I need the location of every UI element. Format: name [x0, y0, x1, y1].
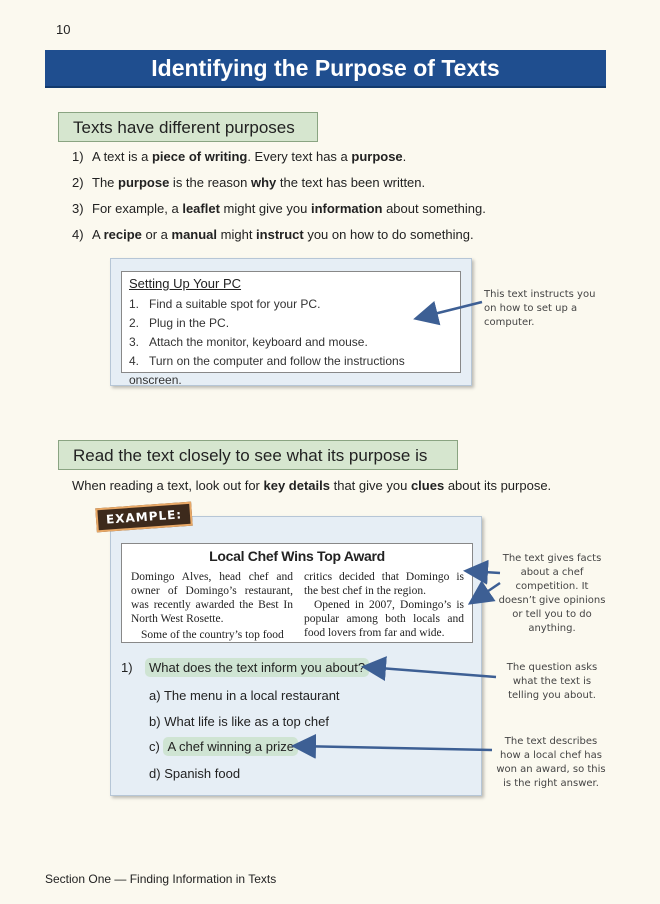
- question-highlight: What does the text inform you about?: [145, 658, 369, 677]
- bold-text: instruct: [256, 227, 304, 242]
- bold-text: leaflet: [182, 201, 220, 216]
- bold-text: purpose: [351, 149, 403, 164]
- bold-text: recipe: [103, 227, 142, 242]
- answer-option: a) The menu in a local restaurant: [149, 688, 340, 703]
- example-label: EXAMPLE:: [95, 502, 193, 533]
- bold-text: manual: [171, 227, 218, 242]
- text-run: A text is a: [92, 149, 152, 164]
- annotation-facts: The text gives facts about a chef competition. It doesn’t give opinions or tell you to do anything.: [498, 553, 606, 634]
- pc-step: 4. Turn on the computer and follow the instructions onscreen.: [129, 354, 405, 387]
- pc-step: 1. Find a suitable spot for your PC.: [129, 297, 321, 311]
- pc-step: 3. Attach the monitor, keyboard and mouse.: [129, 335, 368, 349]
- text-run: For example, a: [92, 201, 183, 216]
- answer-option-correct: c) A chef winning a prize: [149, 739, 298, 754]
- section-heading-read-closely: Read the text closely to see what its purpose is: [58, 440, 458, 470]
- text-run: . Every text has a: [247, 149, 352, 164]
- bold-text: why: [250, 175, 277, 190]
- text-run: is the reason: [169, 175, 251, 190]
- arrow-facts-1: [468, 571, 500, 573]
- article-headline: Local Chef Wins Top Award: [209, 548, 385, 564]
- text-run: When reading a text, look out for: [72, 478, 264, 493]
- text-run: about something.: [382, 201, 486, 216]
- bold-text: piece of writing: [151, 149, 248, 164]
- arrow-answer: [296, 746, 492, 750]
- bold-text: clues: [410, 478, 445, 493]
- pc-step: 2. Plug in the PC.: [129, 316, 230, 330]
- article-column-1: Domingo Alves, head chef and owner of Domingo’s restaurant, was recently awarded the Best In North West Rosette. Some of the country’s top food: [131, 571, 293, 641]
- annotation-instructs: This text instructs you on how to set up a computer.: [484, 289, 596, 328]
- annotation-answer: The text describes how a local chef has won an award, so this is the right answer.: [496, 736, 606, 789]
- list-item: 4) A recipe or a manual might instruct you on how to do something.: [72, 227, 474, 242]
- text-run: about its purpose.: [444, 478, 552, 493]
- section-heading-purposes: Texts have different purposes: [58, 112, 318, 142]
- question: 1) What does the text inform you about?: [121, 660, 369, 675]
- text-run: the text has been written.: [276, 175, 426, 190]
- list-item: 2) The purpose is the reason why the text has been written.: [72, 175, 426, 190]
- text-run: A: [92, 227, 104, 242]
- text-run: that give you: [330, 478, 411, 493]
- text-run: The: [92, 175, 119, 190]
- page-number: 10: [56, 22, 71, 37]
- text-run: might give you: [219, 201, 311, 216]
- bold-text: key details: [263, 478, 330, 493]
- article-column-2: critics decided that Domingo is the best chef in the region. Opened in 2007, Domingo’s is popular among both locals and food lovers from far and wide.: [304, 571, 464, 639]
- answer-option: b) What life is like as a top chef: [149, 714, 329, 729]
- bold-text: information: [310, 201, 383, 216]
- answer-option: d) Spanish food: [149, 766, 241, 781]
- text-run: you on how to do something.: [303, 227, 474, 242]
- text-run: or a: [141, 227, 172, 242]
- arrow-question: [366, 667, 496, 677]
- footer: Section One — Finding Information in Texts: [45, 872, 277, 886]
- pc-setup-title: Setting Up Your PC: [129, 276, 242, 291]
- list-item: 1) A text is a piece of writing. Every text has a purpose.: [72, 149, 407, 164]
- bold-text: purpose: [118, 175, 170, 190]
- annotation-question: The question asks what the text is telling you about.: [506, 662, 598, 701]
- arrow-facts-2: [472, 583, 500, 602]
- page-title: Identifying the Purpose of Texts: [45, 50, 606, 88]
- text-run: might: [217, 227, 257, 242]
- arrow-instructs: [418, 302, 482, 318]
- list-item: 3) For example, a leaflet might give you information about something.: [72, 201, 486, 216]
- text-run: .: [402, 149, 407, 164]
